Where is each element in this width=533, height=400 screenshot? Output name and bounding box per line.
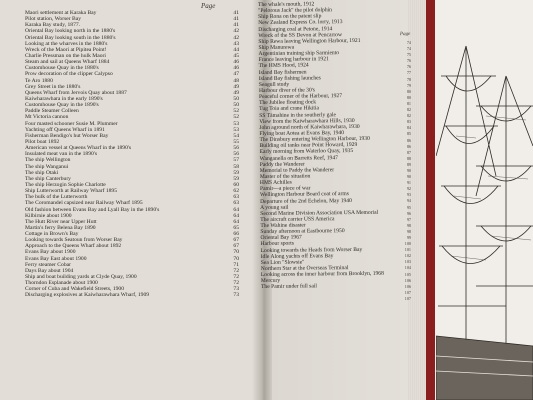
right-entry-page-number: 80 [406,94,411,100]
entry-page-number: 64 [233,212,239,219]
entry-title: Ferry steamer Cobar [25,261,71,268]
right-entry-page-number: 82 [406,107,411,113]
entry-title: Charlie Pressman on the hulk Maori [25,52,106,59]
entry-title: Early morning from Waterloo Quay, 1935 [259,148,354,156]
entry-page-number: 42 [233,28,239,35]
entry-page-number: 72 [233,280,239,287]
right-entry-page-number: 97 [406,216,411,222]
right-entry-page-number: 87 [406,149,411,155]
entry-page-number: 52 [233,114,239,121]
entry-page-number: 70 [233,255,239,262]
entry-title: Harbour diver of the 30's [258,87,315,94]
entry-title: Looking towards the Heads from Worser Bay [260,246,363,254]
right-entry-page-number: 84 [406,125,411,131]
right-entry-page-number: 101 [404,247,411,253]
entry-page-number: 55 [233,138,239,145]
entry-page-number: 59 [233,169,239,176]
entry-title: Karaka Bay study, 1877. [25,22,81,29]
right-entry-page-number: 96 [406,210,411,216]
entry-title: Maori settlement at Karaka Bay [25,10,97,16]
entry-title: Steam and sail at Queens Wharf 1884 [25,59,110,66]
entry-title: The Wahine disaster [260,222,306,230]
entry-page-number: 67 [233,243,239,250]
entry-page-number: 70 [233,249,239,256]
right-entry-page-number: 90 [406,167,411,173]
entry-page-number: 58 [233,163,239,170]
entry-title: HMS Achilles [259,179,292,187]
entry-page-number: 56 [233,145,239,152]
entry-page-number: 53 [233,126,239,133]
entry-title: France leaving harbour in 1921 [258,56,329,64]
entry-page-number: 44 [233,46,239,53]
entry-title: A young sail [260,204,289,211]
right-entry-page-number: 106 [404,277,411,283]
right-entry-page-number: 94 [406,198,411,204]
entry-page-number: 73 [233,292,239,299]
entry-page-number: 41 [233,16,239,23]
entry-page-number: 56 [233,151,239,158]
entry-title: Oriental Bay looking south in the 1880's [25,34,116,41]
entry-title: Argentinian training ship Sarmiento [258,50,340,58]
right-entry-page-number: 83 [406,119,411,125]
entry-title: Master of the situation [259,173,311,180]
entry-title: Cottage in Brown's Bay [25,231,79,238]
entry-title: Wreck of the SS Devon at Pencarrow [258,31,343,39]
entry-title: The Hutt River near Upper Hutt [25,218,97,225]
entry-title: Four masted schooner Susie M. Plummer [25,120,118,127]
right-page-column-heading: Page [399,31,411,38]
entry-title: Harbour sports [260,241,294,248]
entry-page-number: 46 [233,65,239,72]
entry-page-number: 72 [233,267,239,274]
right-entry-page-number: 107 [404,289,411,295]
entry-title: Mercury [260,278,281,285]
entry-title: Old fashion between Evans Bay and Lyall Bay in the 1890's [25,206,160,213]
entry-title: Ship Rona on the patent slip [258,13,322,21]
entry-title: Wellington Harbour Board coat of arms [259,191,349,199]
entry-title: The whale's mouth, 1912 [258,1,315,8]
entry-title: Peaceful corner of the Harbour, 1927 [258,93,343,101]
entry-title: Yachting off Queens Wharf in 1891 [25,126,105,133]
entry-title: Queens Wharf from Jervois Quay about 1887 [25,89,127,96]
entry-page-number: 54 [233,132,239,139]
entry-page-number: 64 [233,218,239,225]
entry-title: Customhouse Quay in the 1890's [25,102,99,109]
entry-title: Approach to the Queens Wharf about 1892 [25,243,122,250]
right-entry-page-number: 107 [404,295,411,301]
entry-page-number: 52 [233,108,239,115]
right-entry-page-number: 74 [406,46,411,52]
entry-title: Grey Street in the 1880's [25,83,81,90]
right-entry-page-number: 85 [406,131,411,137]
right-entry-page-number: 74 [406,40,411,45]
entry-title: Martin's ferry Belena Bay 1890 [25,224,96,231]
left-page-column-heading: Page [201,2,216,10]
entry-title: Kaiwharawhara in the early 1890's [25,95,103,102]
entry-page-number: 66 [233,231,239,238]
entry-title: Looking towards Seatoun from Worser Bay [25,237,123,244]
right-entry-page-number: 92 [406,186,411,192]
contents-entry [25,292,239,298]
entry-title: SS Tāmahine in the southerly gale [259,111,337,119]
right-entry-page-number: 76 [406,64,411,70]
right-page-numbers [399,40,411,302]
right-entry-page-number: 99 [406,235,411,240]
entry-page-number: 41 [233,10,239,16]
entry-title: Prow decoration of the clipper Calypso [25,71,113,78]
entry-title: Thorndon Esplanade about 1900 [25,280,98,287]
entry-title: Second Marine Division Association USA Memorial [260,209,379,217]
entry-title: The Coromandel capsized near Railway Wharf 1895 [25,200,143,207]
entry-title: Ship and boat building yards at Clyde Quay, 1900 [25,274,137,281]
right-entry-page-number: 76 [406,58,411,64]
entry-page-number: 73 [233,286,239,293]
cover-red-band [426,0,435,400]
entry-page-number: 43 [233,40,239,47]
entry-title: Pilot boat 1892 [25,138,60,145]
entry-title: The ship Canterbury [25,175,71,182]
right-entry-page-number: 102 [404,253,411,259]
entry-title: The aircraft carrier USS America [260,216,335,223]
entry-page-number: 71 [233,261,239,268]
entry-page-number: 50 [233,95,239,102]
entry-title: The ship Otaki [25,169,59,176]
entry-title: Island Bay fishermen [258,69,307,76]
page-edges [408,0,428,400]
entry-title: Mt Victoria cannon [25,114,69,121]
entry-page-number: 63 [233,200,239,207]
entry-title: Wanganella on Barretts Reef, 1947 [259,154,338,162]
entry-page-number: 62 [233,188,239,195]
entry-title: Wreck of the Maori at Pipitea Point! [25,46,107,53]
entry-title: Idle Along yachts off Evans Bay [260,252,334,260]
right-entry-page-number: 86 [406,137,411,143]
entry-title: New Zealand Express Co. lorry, 1913 [258,19,343,27]
right-entry-page-number: 104 [404,265,411,271]
left-contents-list [25,10,239,299]
entry-title: Fisherman Bendigo's hut Worser Bay [25,132,109,139]
right-entry-page-number: 80 [406,88,411,94]
entry-title: The ship Herzogin Sophie Charlotte [25,181,106,188]
entry-page-number: 72 [233,274,239,281]
right-contents-list [258,0,409,290]
right-entry-page-number: 105 [404,271,411,277]
entry-title: Northern Star at the Overseas Terminal [260,265,349,273]
entry-title: Memorial to Paddy the Wanderer [259,167,335,174]
right-entry-page-number: 88 [406,155,411,161]
entry-title: Paddy the Wanderer [259,161,305,168]
right-entry-page-number: 103 [404,259,411,265]
entry-page-number: 63 [233,194,239,201]
entry-title: Discharging explosives at Kaiwharawhara Wharf, 1909 [25,292,150,299]
right-entry-page-number: 106 [404,283,411,289]
entry-title: Evans Bay about 1900 [25,249,76,256]
entry-title: Looking at the wharves in the 1880's [25,40,108,47]
entry-title: Looking across the inner harbour from Brooklyn, 1968 [260,270,384,279]
entry-page-number: 57 [233,157,239,164]
entry-page-number: 49 [233,83,239,90]
entry-title: Building oil tanks near Point Howard, 1929 [259,142,358,150]
entry-title: Pamir—a piece of war [259,185,311,193]
entry-title: Oriental Bay 1967 [260,234,302,242]
entry-title: Corner of Cuba and Wakefield Streets, 1900 [25,286,125,293]
entry-title: "Pelorous Jack" the pilot dolphin [258,7,332,15]
entry-title: The Dinsbury entering Wellington Harbour, 1930 [259,135,370,144]
entry-title: Kilbirnie about 1900 [25,212,72,219]
entry-title: Evans Bay East about 1900 [25,255,87,262]
entry-title: Discharging coal at Petone, 1914 [258,25,333,33]
entry-title: Oriental Bay looking north in the 1880's [25,28,116,35]
right-entry-page-number: 75 [406,52,411,58]
entry-page-number: 47 [233,71,239,78]
entry-title: Ship Manurewa [258,44,295,51]
right-entry-page-number: 81 [406,100,411,106]
entry-page-number: 49 [233,89,239,96]
right-entry-page-number: 82 [406,113,411,119]
entry-title: The HMS Hood, 1924 [258,62,309,70]
entry-page-number: 67 [233,237,239,244]
entry-title: Days Bay about 1904 [25,267,74,274]
right-entry-page-number: 78 [406,76,411,82]
entry-title: Flying boat Aotea at Evans Bay, 1940 [259,130,345,137]
entry-page-number: 46 [233,59,239,66]
entry-title: John aground north of Kaiwharawhara, 1930 [259,123,360,131]
entry-title: The ship Wanganui [25,163,69,170]
right-entry-page-number: 89 [406,161,411,167]
right-entry-page-number: 77 [406,70,411,76]
entry-title: Pilot station, Worser Bay [25,16,82,23]
entry-page-number: 53 [233,120,239,127]
right-entry-page-number: 86 [406,143,411,149]
right-entry-page-number: 98 [406,222,411,228]
entry-title: Departure of the 2nd Echelon, May 1940 [260,197,352,205]
entry-page-number: 64 [233,206,239,213]
right-entry-page-number: 93 [406,192,411,198]
entry-page-number: 60 [233,181,239,188]
entry-title: Sea Lion "Slowsie" [260,259,305,266]
entry-title: The bulk of the Lutterworth [25,194,88,201]
right-entry-page-number: 90 [406,174,411,180]
entry-page-number: 42 [233,34,239,41]
entry-title: Island Bay fishing launches [258,75,321,82]
right-entry-page-number: 100 [404,241,411,247]
entry-title: Sunday afternoon at Eastbourne 1950 [260,228,345,236]
right-entry-page-number: 91 [406,180,411,186]
entry-title: Ship Rewa leaving Wellington Harbour, 1921 [258,37,361,45]
entry-title: The Jubilee floating dock [259,99,317,107]
entry-page-number: 59 [233,175,239,182]
entry-title: The Pamir under full sail [260,283,317,291]
entry-page-number: 41 [233,22,239,29]
entry-title: Te Aro 1880 [25,77,53,84]
entry-title: Paddle Steamer Colleen [25,108,79,115]
entry-title: Ship Lutterworth at Railway Wharf 1895 [25,188,118,195]
right-entry-page-number: 98 [406,228,411,234]
entry-title: Seagull study [258,81,290,88]
sailing-ship-sketch-icon [436,36,533,400]
entry-title: Insulated meat van in the 1890's [25,151,98,158]
entry-page-number: 48 [233,77,239,84]
entry-title: The ship Wellington [25,157,71,164]
entry-title: Customhouse Quay in the 1880's [25,65,99,72]
entry-page-number: 45 [233,52,239,59]
entry-title: American vessel at Queens Wharf in the 1890's [25,145,132,152]
right-entry-page-number: 95 [406,204,411,210]
entry-title: View from the Kaiwharawhara Hills, 1930 [259,117,355,125]
entry-page-number: 65 [233,224,239,231]
entry-page-number: 50 [233,102,239,109]
entry-title: Tug Toia and crane Hikitia [259,105,320,113]
right-entry-page-number: 79 [406,82,411,88]
